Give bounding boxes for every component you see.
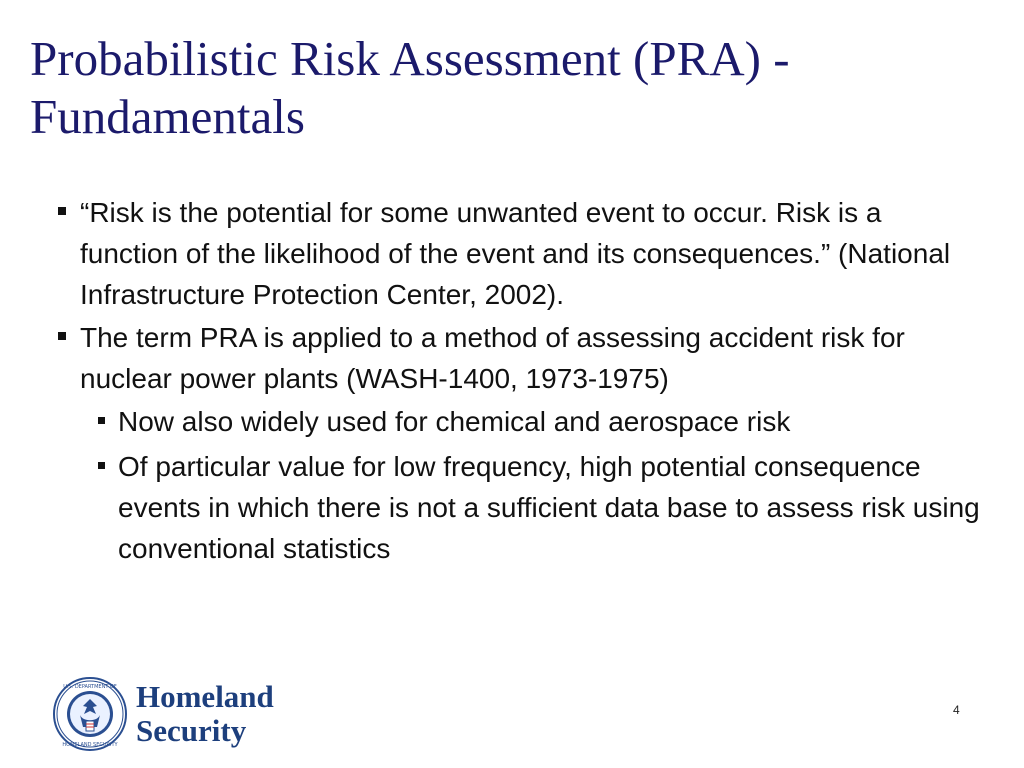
dhs-seal-icon bbox=[52, 676, 128, 752]
sub-bullet-text: Of particular value for low frequency, high potential consequence events in which there is not a sufficient data base to assess risk using conventional statistics bbox=[118, 451, 980, 564]
homeland-security-logo bbox=[52, 676, 312, 756]
page-number: 4 bbox=[953, 703, 960, 717]
sub-bullet-item bbox=[56, 446, 986, 569]
logo-wordmark bbox=[136, 680, 274, 748]
svg-text:HOMELAND SECURITY: HOMELAND SECURITY bbox=[62, 742, 118, 748]
sub-bullet-text: Now also widely used for chemical and aerospace risk bbox=[118, 406, 791, 437]
bullet-item bbox=[56, 192, 986, 315]
svg-text:U.S. DEPARTMENT OF: U.S. DEPARTMENT OF bbox=[63, 684, 117, 690]
bullet-text: “Risk is the potential for some unwanted event to occur. Risk is a function of the likelihood of the event and its consequences.” (National Infrastructure Protection Center, 2002). bbox=[80, 197, 951, 310]
square-bullet-icon bbox=[98, 417, 105, 424]
square-bullet-icon bbox=[98, 462, 105, 469]
logo-line-homeland: Homeland bbox=[136, 679, 274, 714]
bullet-text: The term PRA is applied to a method of assessing accident risk for nuclear power plants (WASH-1400, 1973-1975) bbox=[80, 322, 905, 394]
slide-title: Probabilistic Risk Assessment (PRA) - Fundamentals bbox=[30, 31, 790, 144]
square-bullet-icon bbox=[58, 207, 66, 215]
logo-line-security: Security bbox=[136, 713, 247, 748]
bullet-item bbox=[56, 317, 986, 399]
bullet-list bbox=[56, 192, 986, 573]
square-bullet-icon bbox=[58, 332, 66, 340]
sub-bullet-item bbox=[56, 401, 986, 442]
